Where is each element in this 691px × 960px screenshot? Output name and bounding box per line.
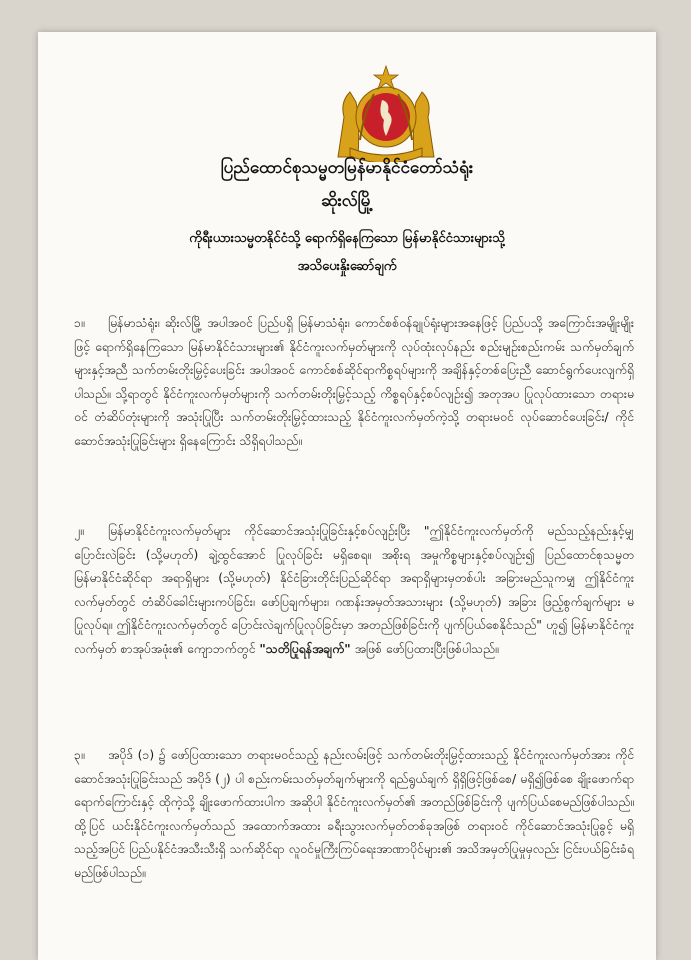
subject-line-1: ကိုရီးယားသမ္မတနိုင်ငံသို့ ရောက်ရှိနေကြသော မြန်မာနိုင်ငံသားများသို့ [189,231,505,246]
subject-line-2: အသိပေးနှိုးဆော်ချက် [297,259,397,274]
paragraph-1 [74,312,634,502]
city-title: ဆိုးလ်မြို့ [321,191,373,211]
document-page [38,32,656,960]
warning-highlight: "သတိပြုရန်အချက်" [259,641,351,656]
state-seal-emblem-icon [330,62,442,162]
paragraph-2 [74,520,634,730]
paragraph-number: ၁။ [74,316,85,330]
paragraph-text: မြန်မာနိုင်ငံကူးလက်မှတ်များ ကိုင်ဆောင်အသုံးပြုခြင်းနှင့်စပ်လျဉ်းပြီး "ဤနိုင်ငံကူးလက်မှတ်ကို မည်သည့်နည်းနှင့်မျှ ပြောင်းလဲခြင်း (သို့မဟုတ်) ချဲ့ထွင်အောင် ပြုလုပ်ခြင်း မရှိစေရ။ အစိုးရ အမှုကိစ္စများနှင့်စပ်လျဉ်း၍ ပြည်ထောင်စုသမ္မတမြန်မာနိုင်ငံဆိုင်ရာ အရာရှိများ (သို့မဟုတ်) နိုင်ငံခြားတိုင်းပြည်ဆိုင်ရာ အရာရှိများမှတစ်ပါး အခြားမည်သူကမျှ ဤနိုင်ငံကူးလက်မှတ်တွင် တံဆိပ်ခေါင်းများကပ်ခြင်း၊ ဖော်ပြချက်များ၊ ဂဏန်းအမှတ်အသားများ (သို့မဟုတ်) အခြား ဖြည့်စွက်ချက်များ မပြုလုပ်ရ။ ဤနိုင်ငံကူးလက်မှတ်တွင် ပြောင်းလဲချက်ပြုလုပ်ခြင်းမှာ အတည်ဖြစ်ခြင်းကို ပျက်ပြယ်စေနိုင်သည်" ဟူ၍ မြန်မာနိုင်ငံကူးလက်မှတ် စာအုပ်အဖုံး၏ ကျောဘက်တွင် [74,524,635,656]
paragraph-number: ၃။ [74,748,85,762]
paragraph-3 [74,744,634,944]
paragraph-text: မြန်မာသံရုံး၊ ဆိုးလ်မြို့ အပါအဝင် ပြည်ပရှိ မြန်မာသံရုံး၊ ကောင်စစ်ဝန်ချုပ်ရုံးများအနေဖြင့် ပြည်ပသို့ အကြောင်းအမျိုးမျိုးဖြင့် ရောက်ရှိနေကြသော မြန်မာနိုင်ငံသားများ၏ နိုင်ငံကူးလက်မှတ်များကို လုပ်ထုံးလုပ်နည်း စည်းမျဉ်းစည်းကမ်း သက်မှတ်ချက်များနှင့်အညီ သက်တမ်းတိုးမြှင့်ပေးခြင်း အပါအဝင် ကောင်စစ်ဆိုင်ရာကိစ္စရပ်များကို အချိန်နှင့်တစ်ပြေးညီ ဆောင်ရွက်ပေးလျက်ရှိပါသည်။ သို့ရာတွင် နိုင်ငံကူးလက်မှတ်များကို သက်တမ်းတိုးမြှင့်သည့် ကိစ္စရပ်နှင့်စပ်လျဉ်း၍ အတုအပ ပြုလုပ်ထားသော တရားမဝင် တံဆိပ်တုံးများကို အသုံးပြုပြီး သက်တမ်းတိုးမြှင့်ထားသည့် နိုင်ငံကူးလက်မှတ်ကဲ့သို့ တရားမဝင် လုပ်ဆောင်ပေးခြင်း/ ကိုင်ဆောင်အသုံးပြုခြင်းများ ရှိနေကြောင်း သိရှိရပါသည်။ [74,316,634,448]
paragraph-text: အပိုဒ် (၁) ၌ ဖော်ပြထားသော တရားမဝင်သည့် နည်းလမ်းဖြင့် သက်တမ်းတိုးမြှင့်ထားသည့် နိုင်ငံကူးလက်မှတ်အား ကိုင်ဆောင်အသုံးပြုခြင်းသည် အပိုဒ် (၂) ပါ စည်းကမ်းသတ်မှတ်ချက်များကို ရည်ရွယ်ချက် ရှိရှိဖြင့်ဖြစ်စေ/ မရှိ၍ဖြစ်စေ ချိုးဖောက်ရာရောက်ကြောင်းနှင့် ထိုကဲ့သို့ ချိုးဖောက်ထားပါက အဆိုပါ နိုင်ငံကူးလက်မှတ်၏ အတည်ဖြစ်ခြင်းကို ပျက်ပြယ်စေမည်ဖြစ်ပါသည်။ ထို့ပြင် ယင်းနိုင်ငံကူးလက်မှတ်သည် အထောက်အထား ခရီးသွားလက်မှတ်တစ်ခုအဖြစ် တရားဝင် ကိုင်ဆောင်အသုံးပြုခွင့် မရှိသည့်အပြင် ပြည်ပနိုင်ငံအသီးသီးရှိ သက်ဆိုင်ရာ လူဝင်မှုကြီးကြပ်ရေးအာဏာပိုင်များ၏ အသိအမှတ်ပြုမှုမှလည်း ငြင်းပယ်ခြင်းခံရမည်ဖြစ်ပါသည်။ [74,748,634,880]
paragraph-text-end: အဖြစ် ဖော်ပြထားပြီးဖြစ်ပါသည်။ [350,641,499,656]
ministry-title: ပြည်ထောင်စုသမ္မတမြန်မာနိုင်ငံတော်သံရုံး [220,158,474,178]
paragraph-number: ၂။ [74,524,84,538]
